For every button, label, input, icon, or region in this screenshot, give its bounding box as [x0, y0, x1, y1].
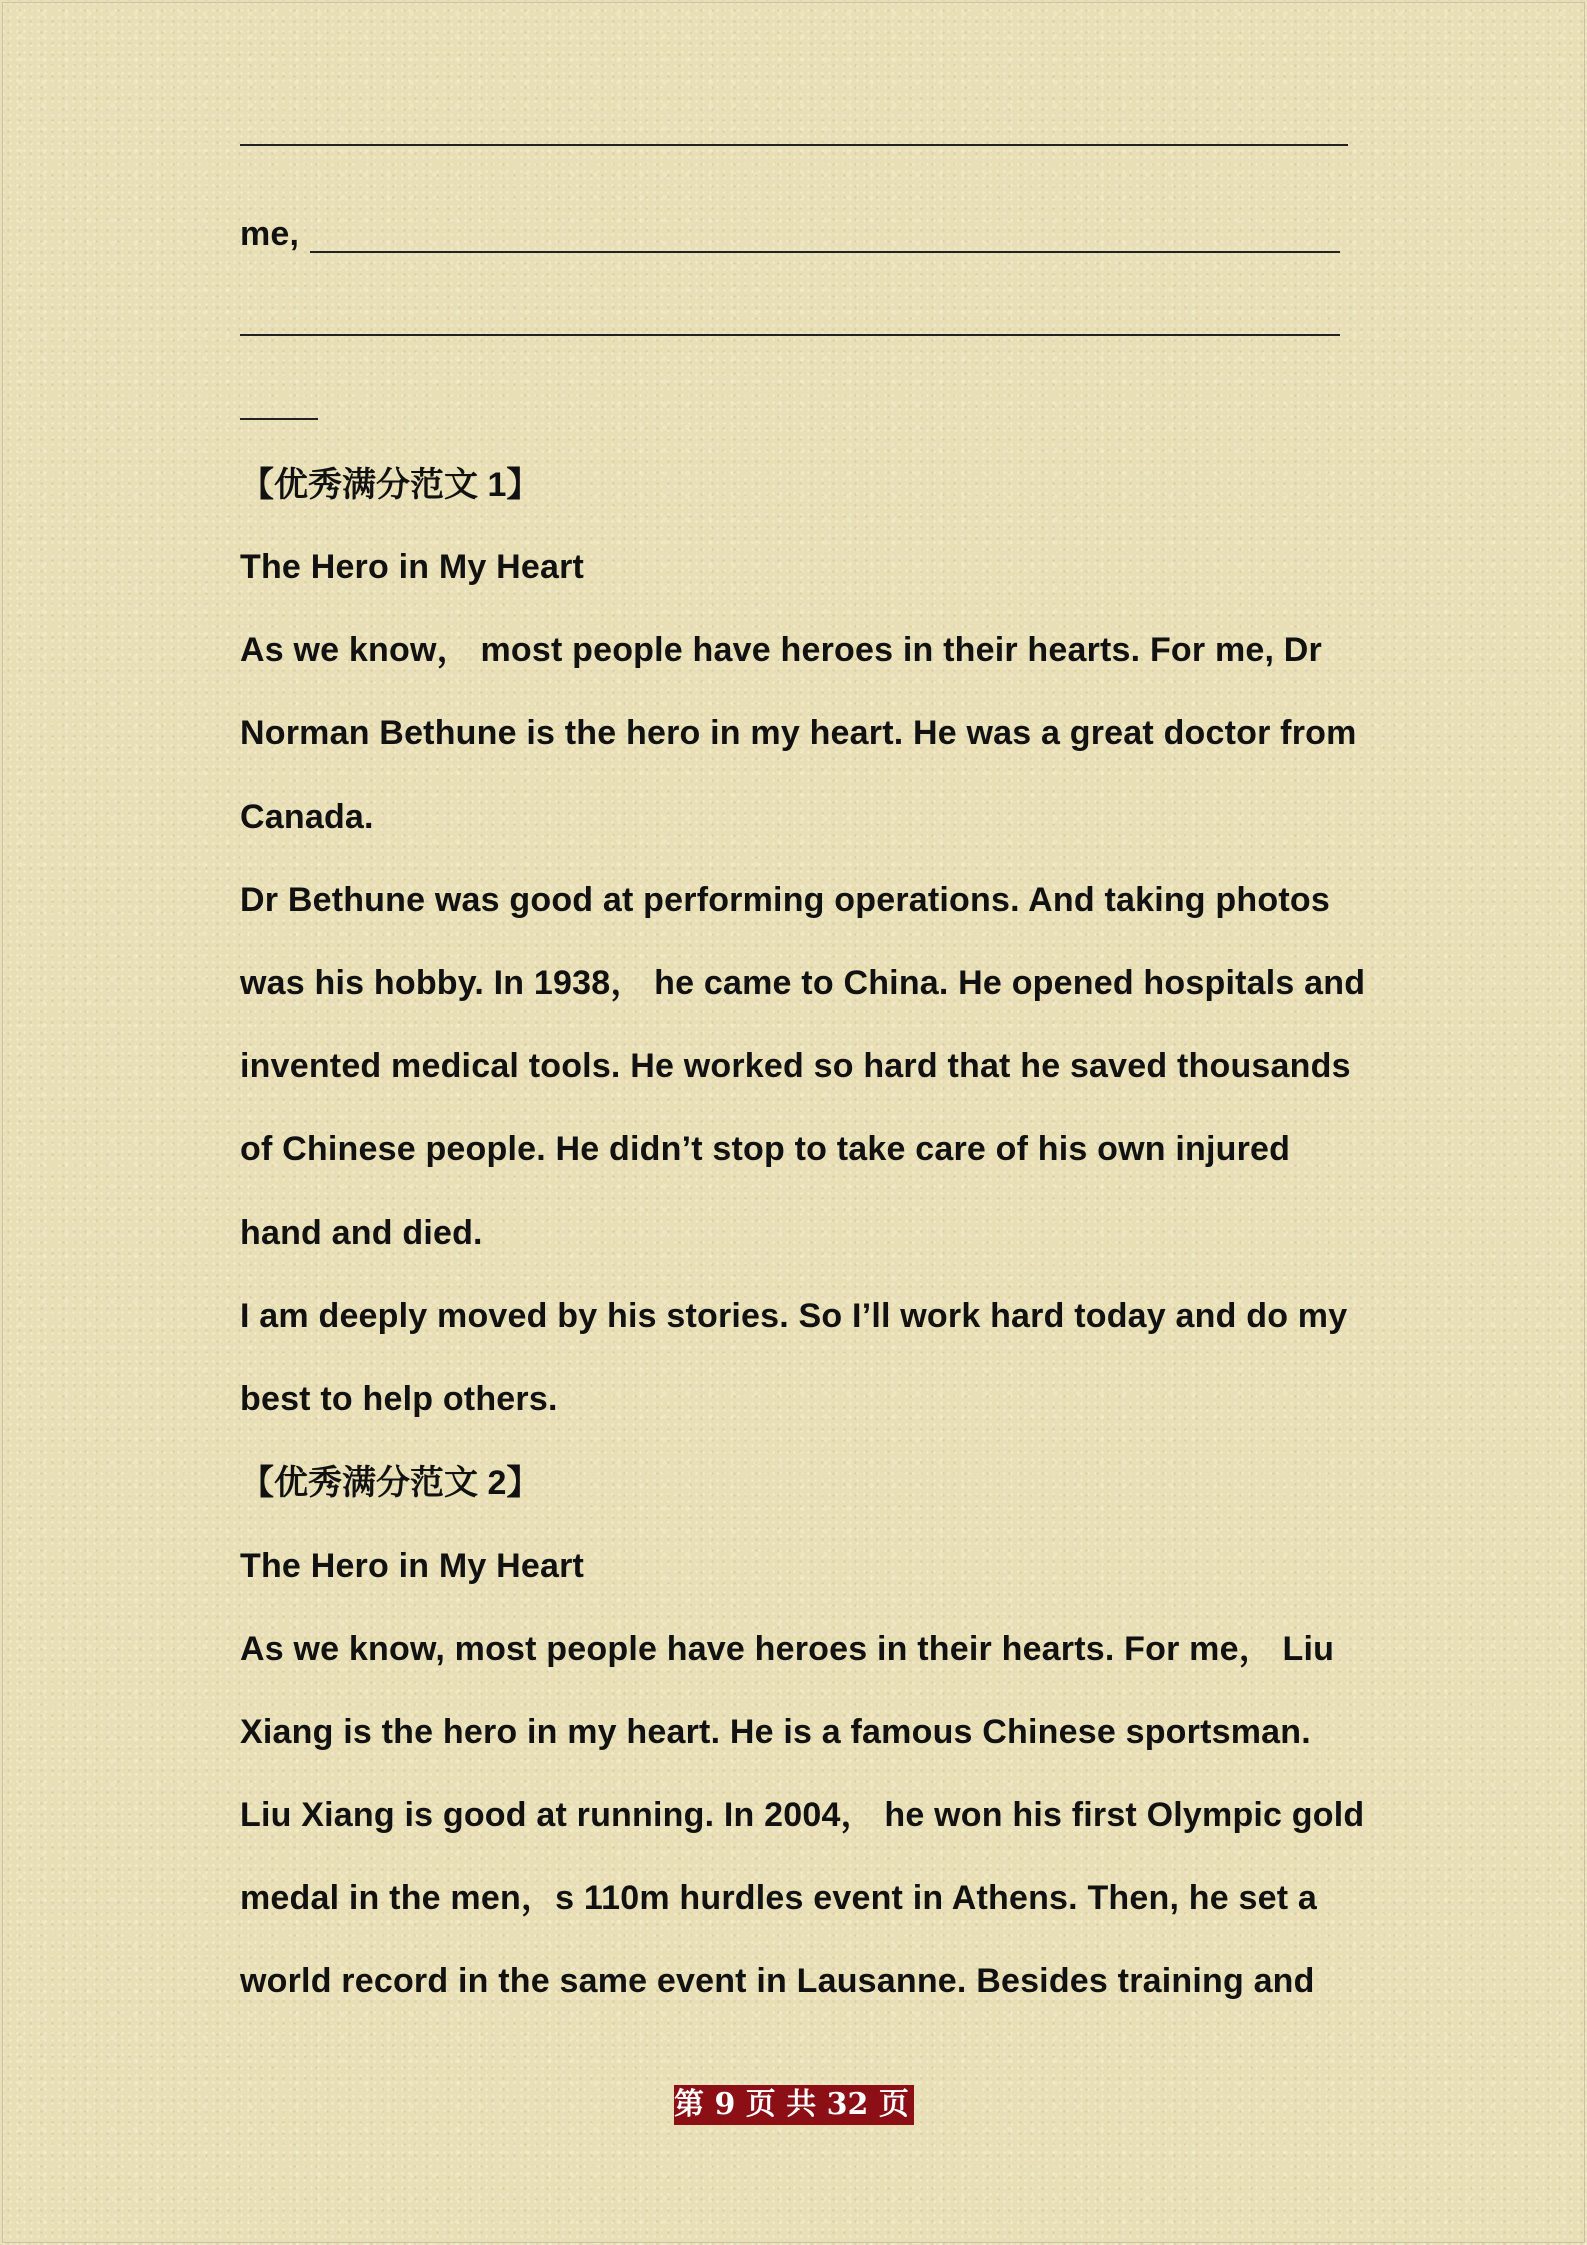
essay1-line: was his hobby. In 1938， he came to China. He opened hospitals and: [240, 964, 1366, 1002]
blank-line-1: [240, 144, 1348, 146]
essay2-line: world record in the same event in Lausanne. Besides training and: [240, 1962, 1315, 2000]
essay2-title: The Hero in My Heart: [240, 1547, 585, 1585]
essay1-line: As we know， most people have heroes in their hearts. For me, Dr: [240, 631, 1322, 669]
essay1-line: Canada.: [240, 798, 374, 836]
essay1-line: Norman Bethune is the hero in my heart. He was a great doctor from: [240, 714, 1357, 752]
blank-line-3: [240, 334, 1340, 336]
essay1-heading: 【优秀满分范文 1】: [240, 466, 541, 504]
blank-prefix: me,: [240, 215, 300, 253]
page-number-text: 第 9 页 共 32 页: [674, 2087, 909, 2122]
essay1-line: Dr Bethune was good at performing operations. And taking photos: [240, 881, 1330, 919]
essay2-line: Liu Xiang is good at running. In 2004， he won his first Olympic gold: [240, 1796, 1365, 1834]
blank-line-2: [310, 251, 1340, 253]
essay1-title: The Hero in My Heart: [240, 548, 585, 586]
essay1-line: I am deeply moved by his stories. So I’ll work hard today and do my: [240, 1297, 1348, 1335]
blank-line-4: [240, 418, 318, 420]
essay2-line: Xiang is the hero in my heart. He is a famous Chinese sportsman.: [240, 1713, 1311, 1751]
essay1-line: hand and died.: [240, 1214, 483, 1252]
essay1-line: best to help others.: [240, 1380, 558, 1418]
essay1-line: invented medical tools. He worked so hard that he saved thousands: [240, 1047, 1351, 1085]
essay2-line: As we know, most people have heroes in their hearts. For me， Liu: [240, 1630, 1335, 1668]
essay2-line: medal in the men，s 110m hurdles event in Athens. Then, he set a: [240, 1879, 1317, 1917]
essay1-line: of Chinese people. He didn’t stop to take care of his own injured: [240, 1130, 1291, 1168]
essay2-heading: 【优秀满分范文 2】: [240, 1464, 541, 1502]
page-number-footer: [674, 2085, 914, 2125]
